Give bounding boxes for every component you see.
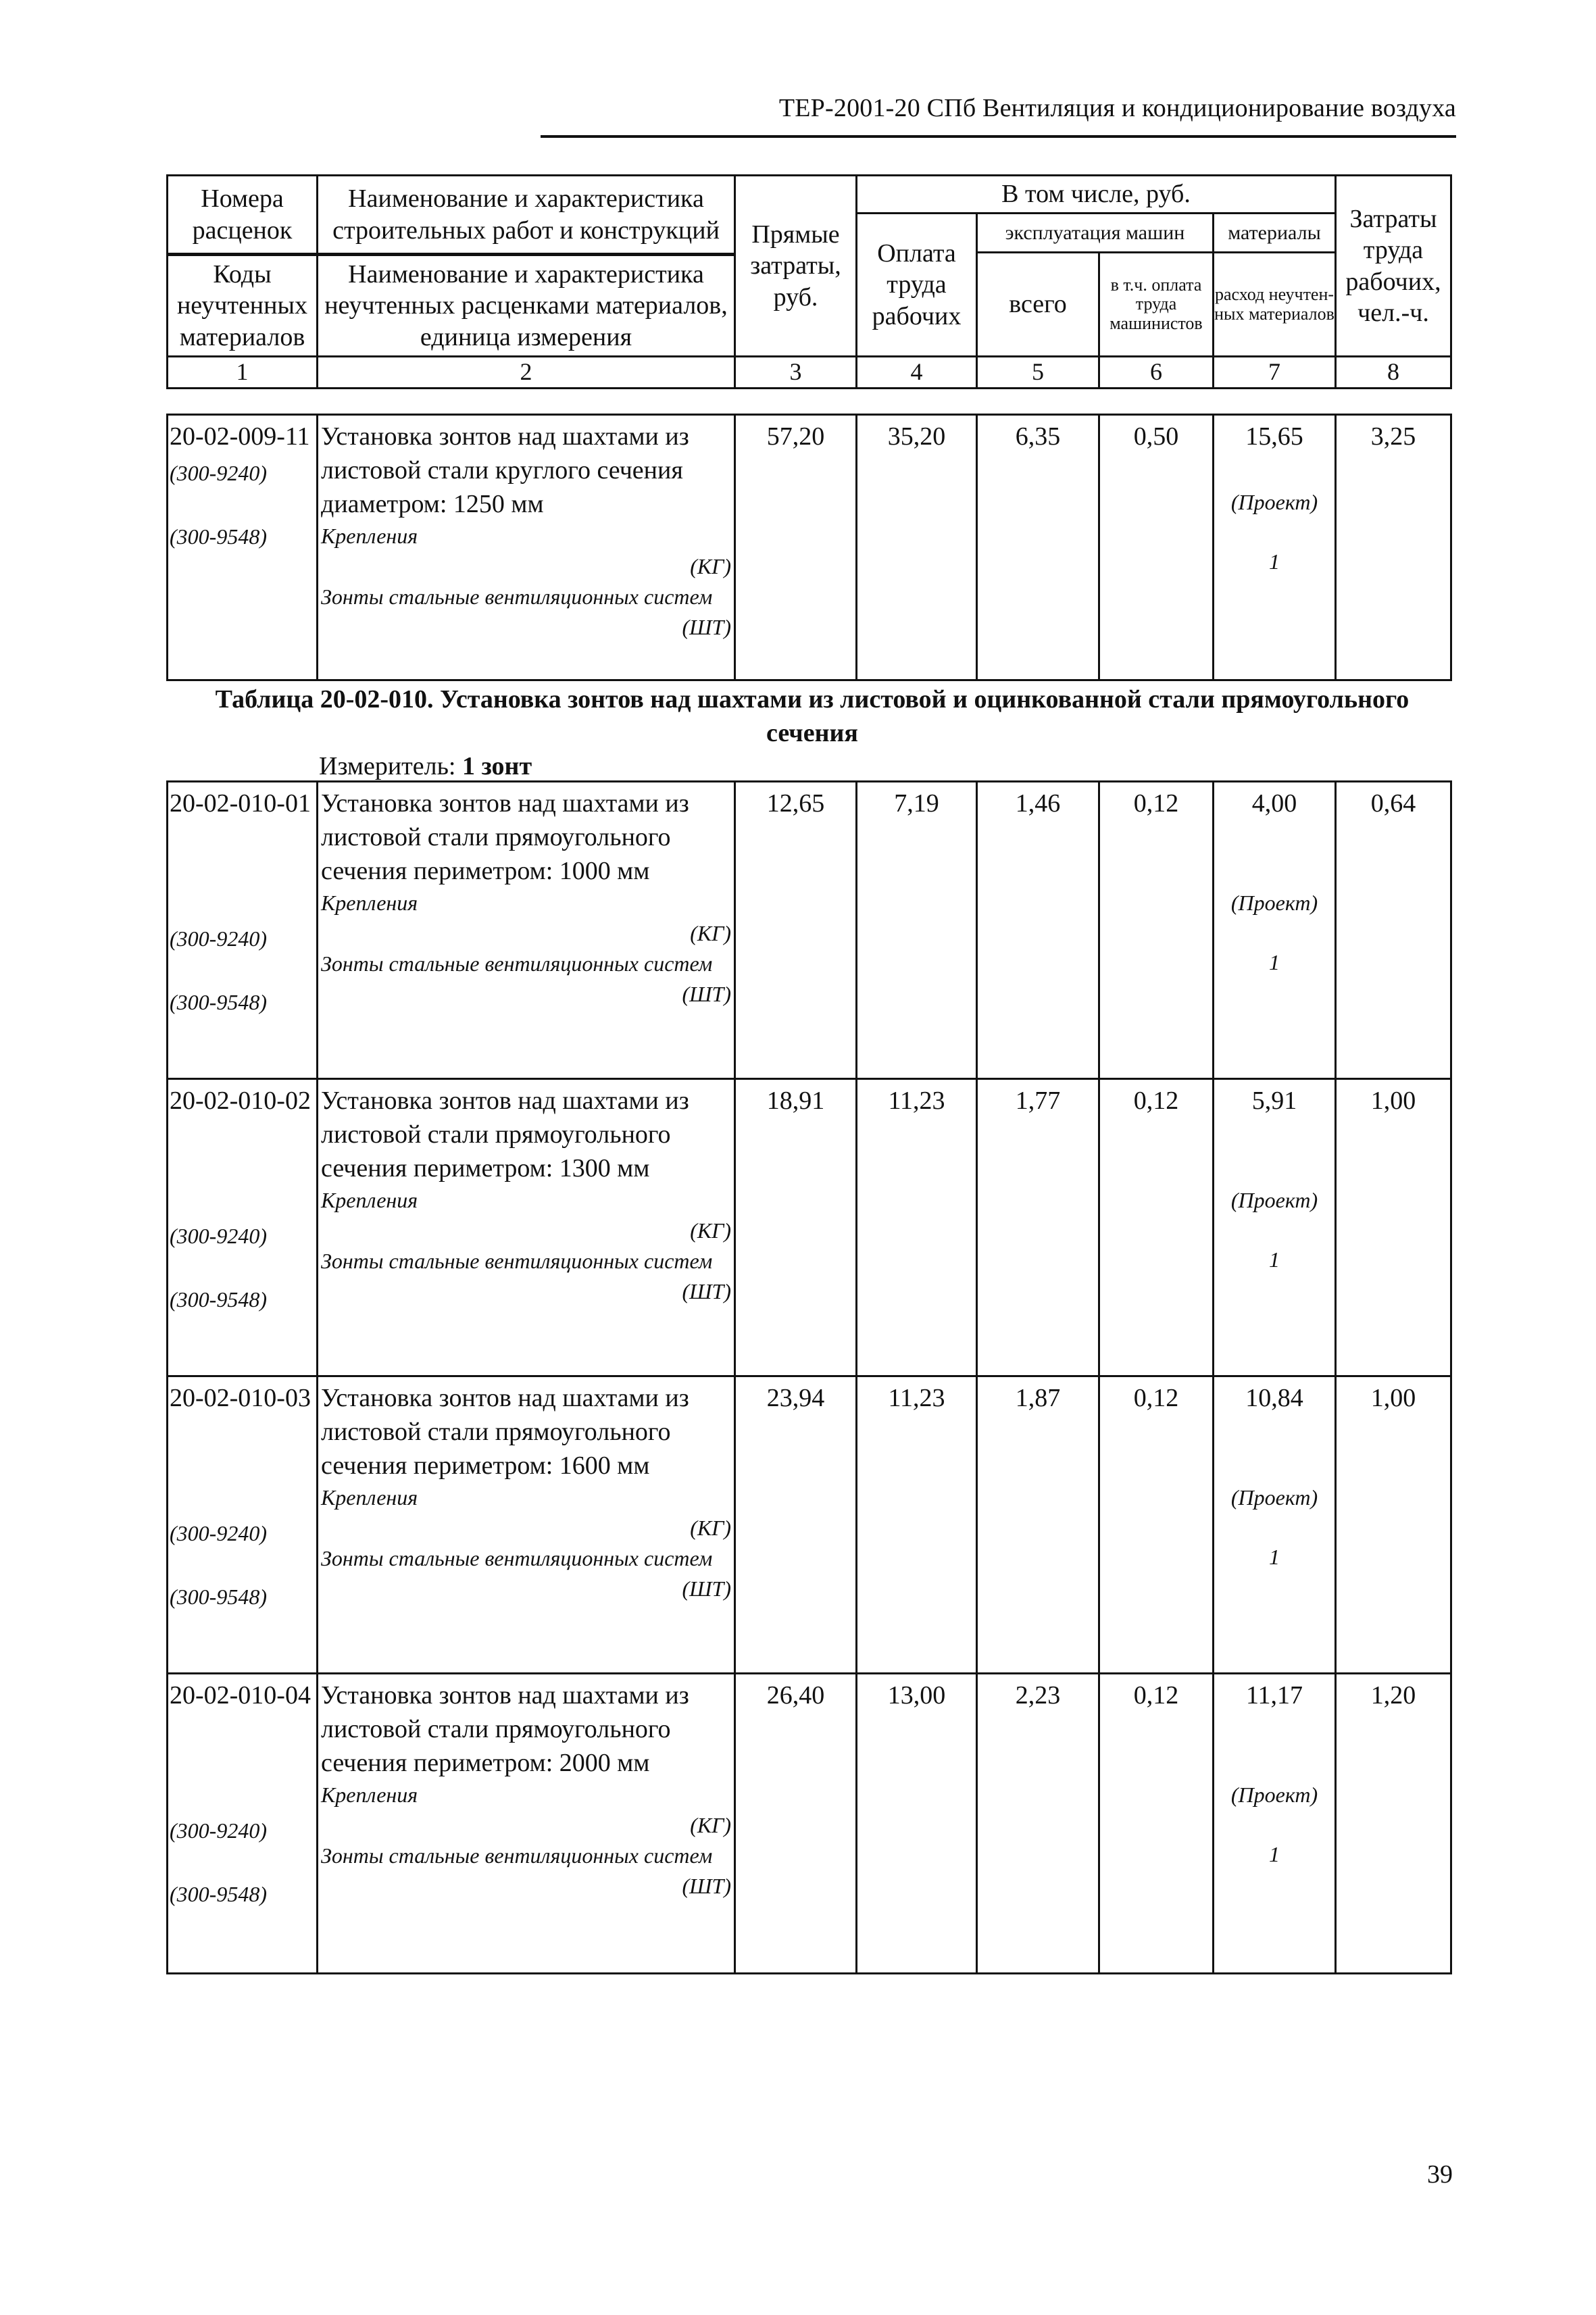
materials-cost: 11,17 bbox=[1245, 1681, 1303, 1710]
table-caption bbox=[170, 682, 1454, 750]
material-unit: (ШТ) bbox=[682, 615, 731, 639]
measure-unit bbox=[319, 751, 532, 781]
material-qty: 1 bbox=[1269, 1247, 1280, 1272]
material-name: Крепления bbox=[321, 891, 418, 915]
machines-total: 1,87 bbox=[977, 1376, 1099, 1674]
direct-cost: 12,65 bbox=[735, 782, 857, 1079]
work-name-cell bbox=[318, 415, 735, 680]
rate-code-cell bbox=[168, 1674, 318, 1974]
materials-cost: 15,65 bbox=[1245, 422, 1303, 451]
col8-header: Затраты труда рабочих, чел.-ч. bbox=[1336, 176, 1451, 357]
material-name: Крепления bbox=[321, 1485, 418, 1510]
material-unit: (ШТ) bbox=[682, 1279, 731, 1303]
labor-hours: 1,00 bbox=[1336, 1079, 1451, 1376]
rate-code-cell bbox=[168, 782, 318, 1079]
table-caption-line2: сечения bbox=[766, 719, 858, 747]
labor-hours: 0,64 bbox=[1336, 782, 1451, 1079]
labor-wages: 11,23 bbox=[857, 1376, 977, 1674]
col5-header: всего bbox=[977, 253, 1099, 357]
material-code: (300-9548) bbox=[170, 1287, 267, 1312]
col-number: 4 bbox=[857, 357, 977, 389]
work-name-cell bbox=[318, 1674, 735, 1974]
measure-unit-label: Измеритель: bbox=[319, 752, 456, 780]
labor-hours: 3,25 bbox=[1336, 415, 1451, 680]
col-number: 1 bbox=[168, 357, 318, 389]
rate-code: 20-02-010-03 bbox=[170, 1384, 311, 1412]
table-row bbox=[168, 1079, 1451, 1376]
material-unit: (КГ) bbox=[690, 1813, 731, 1837]
table-row bbox=[168, 782, 1451, 1079]
col2-header-bottom: Наименование и характеристика неучтенных расценками материалов, единица измерения bbox=[318, 255, 735, 357]
col-number: 7 bbox=[1214, 357, 1336, 389]
work-name-cell bbox=[318, 1376, 735, 1674]
table-row bbox=[168, 1376, 1451, 1674]
table-row bbox=[168, 1674, 1451, 1974]
material-code: (300-9548) bbox=[170, 1882, 267, 1906]
col1-header-top: Номера расценок bbox=[168, 176, 318, 254]
header-rule bbox=[541, 135, 1456, 138]
machinist-wages: 0,50 bbox=[1099, 415, 1214, 680]
material-name: Крепления bbox=[321, 1783, 418, 1807]
rate-code-cell bbox=[168, 1079, 318, 1376]
machinist-wages: 0,12 bbox=[1099, 782, 1214, 1079]
labor-hours: 1,00 bbox=[1336, 1376, 1451, 1674]
material-code: (300-9240) bbox=[170, 926, 267, 951]
rate-code: 20-02-009-11 bbox=[170, 422, 310, 451]
materials-cost: 4,00 bbox=[1251, 789, 1297, 818]
table-caption-line1: Таблица 20-02-010. Установка зонтов над шахтами из листовой и оцинкованной стали прямоугольного bbox=[215, 685, 1410, 714]
material-code: (300-9240) bbox=[170, 1224, 267, 1248]
labor-wages: 13,00 bbox=[857, 1674, 977, 1974]
machines-total: 6,35 bbox=[977, 415, 1099, 680]
page-number: 39 bbox=[1427, 2160, 1453, 2189]
material-qty: (Проект) bbox=[1230, 1783, 1318, 1807]
col6-header: в т.ч. оплата труда машинистов bbox=[1099, 253, 1214, 357]
work-name-cell bbox=[318, 1079, 735, 1376]
material-code: (300-9240) bbox=[170, 1521, 267, 1545]
column-header-table bbox=[166, 174, 1452, 389]
materials-cell bbox=[1214, 415, 1336, 680]
machines-total: 1,77 bbox=[977, 1079, 1099, 1376]
document-header-title: ТЕР-2001-20 СПб Вентиляция и кондиционирование воздуха bbox=[778, 94, 1456, 122]
material-unit: (КГ) bbox=[690, 1218, 731, 1243]
work-name: Установка зонтов над шахтами из листовой стали прямоугольного сечения периметром: 1000 мм bbox=[321, 789, 689, 885]
machines-header: эксплуатация машин bbox=[977, 214, 1214, 253]
material-name: Зонты стальные вентиляционных систем bbox=[321, 951, 713, 976]
direct-cost: 26,40 bbox=[735, 1674, 857, 1974]
materials-cell bbox=[1214, 1376, 1336, 1674]
materials-cell bbox=[1214, 782, 1336, 1079]
material-unit: (КГ) bbox=[690, 921, 731, 945]
machinist-wages: 0,12 bbox=[1099, 1674, 1214, 1974]
material-qty: (Проект) bbox=[1230, 490, 1318, 514]
material-name: Крепления bbox=[321, 1188, 418, 1212]
rates-table bbox=[166, 780, 1452, 1974]
rate-code-cell bbox=[168, 415, 318, 680]
labor-wages: 11,23 bbox=[857, 1079, 977, 1376]
material-unit: (ШТ) bbox=[682, 1874, 731, 1898]
rate-code: 20-02-010-02 bbox=[170, 1087, 311, 1115]
material-code: (300-9548) bbox=[170, 1585, 267, 1609]
material-name: Зонты стальные вентиляционных систем bbox=[321, 1843, 713, 1868]
rate-code: 20-02-010-01 bbox=[170, 789, 311, 818]
material-qty: 1 bbox=[1269, 1545, 1280, 1569]
machinist-wages: 0,12 bbox=[1099, 1376, 1214, 1674]
material-unit: (КГ) bbox=[690, 1516, 731, 1540]
material-code: (300-9548) bbox=[170, 524, 267, 549]
work-name: Установка зонтов над шахтами из листовой стали прямоугольного сечения периметром: 2000 мм bbox=[321, 1681, 689, 1777]
material-qty: (Проект) bbox=[1230, 1188, 1318, 1212]
col-number: 5 bbox=[977, 357, 1099, 389]
material-qty: (Проект) bbox=[1230, 891, 1318, 915]
labor-hours: 1,20 bbox=[1336, 1674, 1451, 1974]
measure-unit-value: 1 зонт bbox=[462, 752, 532, 780]
group-header: В том числе, руб. bbox=[857, 176, 1336, 214]
material-code: (300-9240) bbox=[170, 1818, 267, 1843]
material-name: Крепления bbox=[321, 524, 418, 548]
material-qty: 1 bbox=[1269, 950, 1280, 974]
col4-header: Оплата труда рабочих bbox=[857, 214, 977, 357]
col-number: 8 bbox=[1336, 357, 1451, 389]
materials-cost: 10,84 bbox=[1245, 1384, 1303, 1412]
work-name: Установка зонтов над шахтами из листовой стали прямоугольного сечения периметром: 1600 мм bbox=[321, 1384, 689, 1480]
labor-wages: 35,20 bbox=[857, 415, 977, 680]
material-name: Зонты стальные вентиляционных систем bbox=[321, 1249, 713, 1273]
first-entry-table bbox=[166, 414, 1452, 681]
material-name: Зонты стальные вентиляционных систем bbox=[321, 1546, 713, 1570]
col3-header: Прямые затраты, руб. bbox=[735, 176, 857, 357]
rate-code: 20-02-010-04 bbox=[170, 1681, 311, 1710]
direct-cost: 23,94 bbox=[735, 1376, 857, 1674]
material-name: Зонты стальные вентиляционных систем bbox=[321, 584, 713, 609]
materials-cell bbox=[1214, 1674, 1336, 1974]
col-number: 2 bbox=[318, 357, 735, 389]
direct-cost: 57,20 bbox=[735, 415, 857, 680]
material-unit: (КГ) bbox=[690, 554, 731, 578]
material-unit: (ШТ) bbox=[682, 982, 731, 1006]
work-name: Установка зонтов над шахтами из листовой стали круглого сечения диаметром: 1250 мм bbox=[321, 422, 689, 518]
col-number: 6 bbox=[1099, 357, 1214, 389]
col2-header-top: Наименование и характеристика строительных работ и конструкций bbox=[318, 176, 735, 254]
material-unit: (ШТ) bbox=[682, 1576, 731, 1601]
machines-total: 1,46 bbox=[977, 782, 1099, 1079]
table-row bbox=[168, 415, 1451, 680]
material-code: (300-9548) bbox=[170, 990, 267, 1014]
material-qty: 1 bbox=[1269, 549, 1280, 574]
material-qty: 1 bbox=[1269, 1842, 1280, 1866]
machinist-wages: 0,12 bbox=[1099, 1079, 1214, 1376]
rate-code-cell bbox=[168, 1376, 318, 1674]
machines-total: 2,23 bbox=[977, 1674, 1099, 1974]
labor-wages: 7,19 bbox=[857, 782, 977, 1079]
work-name: Установка зонтов над шахтами из листовой стали прямоугольного сечения периметром: 1300 мм bbox=[321, 1087, 689, 1183]
material-code: (300-9240) bbox=[170, 461, 267, 485]
material-qty: (Проект) bbox=[1230, 1485, 1318, 1510]
work-name-cell bbox=[318, 782, 735, 1079]
col7-header: расход неучтен-ных материалов bbox=[1214, 253, 1336, 357]
col1-header-bottom: Коды неучтенных материалов bbox=[168, 255, 318, 357]
materials-header: материалы bbox=[1214, 214, 1336, 253]
materials-cost: 5,91 bbox=[1251, 1087, 1297, 1115]
direct-cost: 18,91 bbox=[735, 1079, 857, 1376]
materials-cell bbox=[1214, 1079, 1336, 1376]
col-number: 3 bbox=[735, 357, 857, 389]
